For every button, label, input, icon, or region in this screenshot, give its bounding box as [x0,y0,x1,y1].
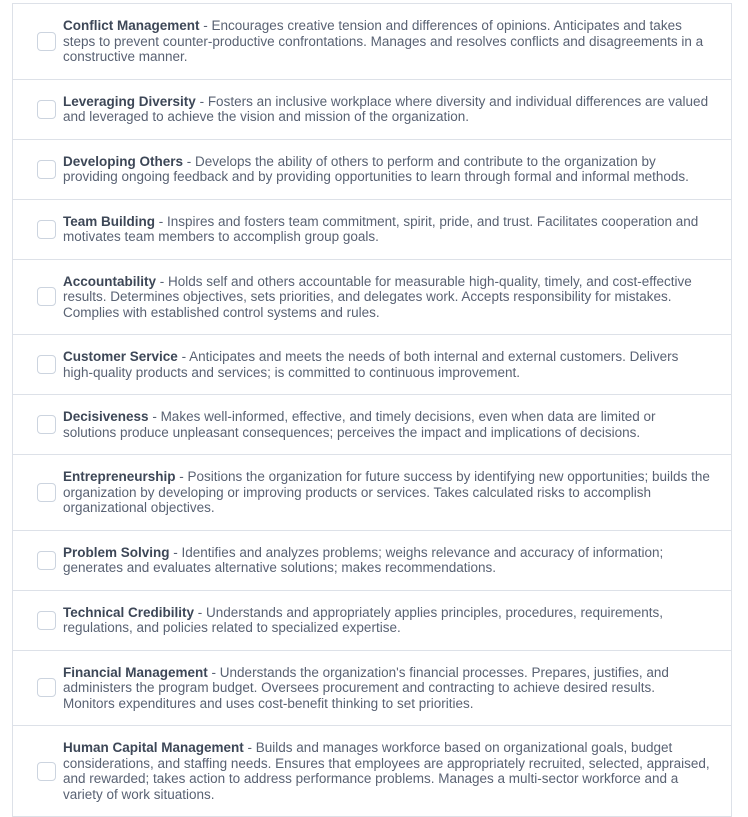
checkbox-decisiveness[interactable] [37,415,56,434]
title-separator: - [207,664,220,680]
competency-description: Holds self and others accountable for measurable high-quality, timely, and cost-effective results. Determines objectives, sets priorities, and delegates work. Accepts responsibility for mistakes. Complies with established control systems and rules. [63,273,692,320]
competency-text [63,605,710,636]
competency-description: Encourages creative tension and differences of opinions. Anticipates and takes steps to prevent counter-productive confrontations. Manages and resolves conflicts and disagreements in a constructive manner. [63,18,704,64]
title-separator: - [195,93,208,109]
competency-row-financial-management [13,650,731,726]
competency-title: Customer Service [63,349,178,364]
competency-description: Builds and manages workforce based on organizational goals, budget considerations, and staffing needs. Ensures that employees are appropriately recruited, selected, appraised, and rewarded; takes action to address performance problems. Manages a multi-sector workforce and a variety of work situations. [63,740,710,802]
competency-checklist [12,3,732,817]
competency-row-human-capital-management [13,725,731,816]
competency-row-developing-others [13,139,731,199]
title-separator: - [177,349,190,364]
title-separator: - [155,213,168,229]
competency-row-decisiveness [13,394,731,454]
competency-text [63,274,710,321]
checkbox-customer-service[interactable] [37,355,56,374]
competency-title: Conflict Management [63,18,200,33]
competency-text [63,18,710,65]
competency-description: Anticipates and meets the needs of both internal and external customers. Delivers high-quality products and services; is committed to continuous improvement. [63,349,679,380]
competency-text [63,154,710,185]
title-separator: - [194,604,207,620]
competency-title: Developing Others [63,153,184,169]
competency-row-conflict-management [13,4,731,79]
competency-description: Identifies and analyzes problems; weighs relevance and accuracy of information; generates and evaluates alternative solutions; makes recommendations. [63,544,664,575]
checkbox-entrepreneurship[interactable] [37,483,56,502]
checkbox-human-capital-management[interactable] [37,762,56,781]
competency-text [63,740,710,802]
competency-row-accountability [13,259,731,335]
competency-text [63,214,710,245]
competency-description: Understands the organization's financial processes. Prepares, justifies, and administers the program budget. Oversees procurement and contracting to achieve desired results. Monitors expenditures and uses cost-benefit thinking to set priorities. [63,664,669,711]
checkbox-accountability[interactable] [37,287,56,306]
competency-text [63,469,710,516]
title-separator: - [156,273,169,289]
competency-title: Team Building [63,213,156,229]
competency-text [63,409,710,440]
title-separator: - [175,469,188,484]
competency-title: Problem Solving [63,544,170,560]
competency-title: Technical Credibility [63,604,195,620]
competency-row-technical-credibility [13,590,731,650]
competency-text [63,349,710,380]
title-separator: - [199,18,212,33]
competency-row-entrepreneurship [13,454,731,530]
competency-description: Understands and appropriately applies principles, procedures, requirements, regulations, and policies related to specialized expertise. [63,604,664,635]
checkbox-problem-solving[interactable] [37,551,56,570]
competency-title: Leveraging Diversity [63,93,196,109]
competency-row-leveraging-diversity [13,79,731,139]
competency-description: Fosters an inclusive workplace where diversity and individual differences are valued and leveraged to achieve the vision and mission of the organization. [63,93,709,124]
competency-title: Entrepreneurship [63,469,176,484]
competency-row-customer-service [13,334,731,394]
competency-description: Makes well-informed, effective, and timely decisions, even when data are limited or solutions produce unpleasant consequences; perceives the impact and implications of decisions. [63,409,656,440]
competency-title: Decisiveness [63,409,149,424]
competency-text [63,545,710,576]
title-separator: - [183,153,196,169]
competency-row-problem-solving [13,530,731,590]
checkbox-team-building[interactable] [37,220,56,239]
checkbox-leveraging-diversity[interactable] [37,100,56,119]
competency-title: Financial Management [63,664,208,680]
competency-text [63,94,710,125]
title-separator: - [148,409,161,424]
title-separator: - [169,544,182,560]
competency-description: Develops the ability of others to perform and contribute to the organization by providing ongoing feedback and by providing opportunities to learn through formal and informal methods. [63,153,689,184]
checkbox-conflict-management[interactable] [37,32,56,51]
competency-title: Human Capital Management [63,740,244,755]
competency-description: Positions the organization for future success by identifying new opportunities; builds the organization by developing or improving products or services. Takes calculated risks to accomplish organizational objectives. [63,469,710,515]
checkbox-developing-others[interactable] [37,160,56,179]
competency-description: Inspires and fosters team commitment, spirit, pride, and trust. Facilitates cooperation and motivates team members to accomplish group goals. [63,213,699,244]
checkbox-financial-management[interactable] [37,678,56,697]
checkbox-technical-credibility[interactable] [37,611,56,630]
competency-row-team-building [13,199,731,259]
competency-title: Accountability [63,273,157,289]
competency-text [63,665,710,712]
title-separator: - [243,740,256,755]
